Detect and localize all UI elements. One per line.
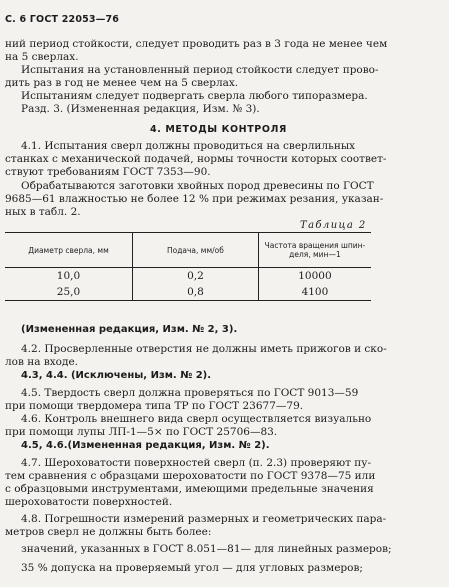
text-line: дить раз в год не менее чем на 5 сверлах. (5, 77, 239, 89)
text-line: Испытания на установленный период стойкости следует прово- (21, 64, 379, 76)
text-line: на 5 сверлах. (5, 51, 79, 63)
paragraph-4-5-line: при помощи твердомера типа ТР по ГОСТ 23677—79. (5, 400, 304, 412)
paragraph-4-6-line: 4.6. Контроль внешнего вида сверл осуществляется визуально (21, 413, 372, 425)
paragraph-4-1-line: 9685—61 влажностью не более 12 % при режимах резания, указан- (5, 193, 384, 205)
column-header: Частота вращения шпин- деля, мин—1 (258, 233, 371, 268)
paragraph-4-8-line: 4.8. Погрешности измерений размерных и геометрических пара- (21, 513, 387, 525)
paragraph-4-8-line: значений, указанных в ГОСТ 8.051—81— для линейных размеров; (21, 543, 392, 555)
paragraph-4-3-note: 4.3, 4.4. (Исключены, Изм. № 2). (21, 370, 212, 381)
paragraph-4-5-line: 4.5. Твердость сверл должна проверяться по ГОСТ 9013—59 (21, 387, 359, 399)
table-row (5, 268, 371, 285)
table-caption: Таблица 2 (300, 220, 367, 231)
paragraph-4-7-line: тем сравнения с образцами шероховатости по ГОСТ 9378—75 или (5, 470, 376, 482)
section-title: 4. МЕТОДЫ КОНТРОЛЯ (150, 124, 287, 135)
paragraph-4-8-line: метров сверл не должны быть более: (5, 526, 212, 538)
parameters-table (5, 232, 371, 301)
paragraph-4-8-line: 35 % допуска на проверяемый угол — для угловых размеров; (21, 562, 363, 574)
table-cell: 0,2 (132, 268, 258, 285)
table-cell: 0,8 (132, 284, 258, 301)
paragraph-4-7-line: с образцовыми инструментами, имеющими предельные значения (5, 483, 374, 495)
text-line: Испытаниям следует подвергать сверла любого типоразмера. (21, 90, 368, 102)
text-line: ний период стойкости, следует проводить раз в 3 года не менее чем (5, 38, 388, 50)
column-header: Диаметр сверла, мм (5, 233, 132, 268)
amendment-note: (Измененная редакция, Изм. № 2, 3). (21, 324, 238, 335)
column-header: Подача, мм/об (132, 233, 258, 268)
amendment-note: Разд. 3. (Измененная редакция, Изм. № 3). (21, 103, 260, 115)
paragraph-4-1-line: ных в табл. 2. (5, 206, 81, 218)
paragraph-4-7-line: шероховатости поверхностей. (5, 496, 173, 508)
table-cell: 25,0 (56, 286, 81, 298)
paragraph-4-6-line: при помощи лупы ЛП-1—5× по ГОСТ 25706—83. (5, 426, 278, 438)
page-header: С. 6 ГОСТ 22053—76 (5, 14, 120, 25)
paragraph-4-7-line: 4.7. Шероховатости поверхностей сверл (п. 2.3) проверяют пу- (21, 457, 371, 469)
paragraph-4-1-line: ствуют требованиям ГОСТ 7353—90. (5, 166, 211, 178)
table-cell: 4100 (258, 284, 371, 301)
paragraph-4-1-line: 4.1. Испытания сверл должны проводиться на сверлильных (21, 140, 356, 152)
table-cell: 10000 (258, 268, 371, 285)
paragraph-4-1-line: станках с механической подачей, нормы точности которых соответ- (5, 153, 387, 165)
paragraph-4-2-line: лов на входе. (5, 356, 79, 368)
amendment-note: 4.5, 4.6.(Измененная редакция, Изм. № 2). (21, 440, 270, 451)
paragraph-4-1-line: Обрабатываются заготовки хвойных пород древесины по ГОСТ (21, 180, 374, 192)
table-header-row (5, 233, 371, 268)
table-cell: 10,0 (56, 270, 81, 282)
paragraph-4-2-line: 4.2. Просверленные отверстия не должны иметь прижогов и ско- (21, 343, 387, 355)
table-row (5, 284, 371, 301)
